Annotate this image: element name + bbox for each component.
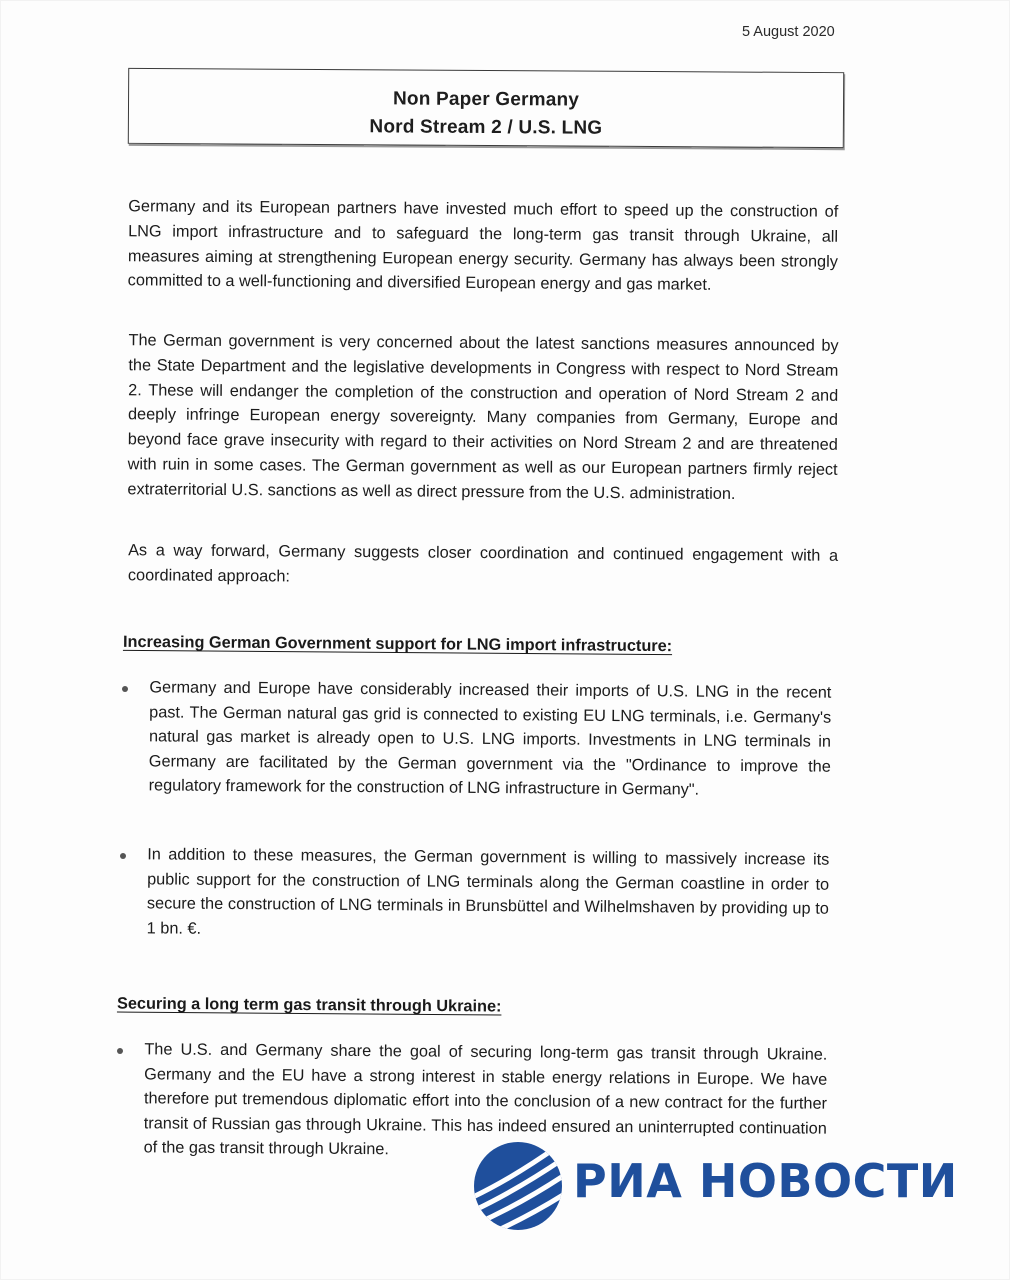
bullet-item-1: Germany and Europe have considerably increased their imports of U.S. LNG in the recent past. The German natural gas grid is connected to existing EU LNG terminals, i.e. Germany's natural gas market is already open to U.S. LNG imports. Investments in LNG terminals in Germany are facilitated by the German government via the "Ordinance to improve the regulatory framework for the construction of LNG infrastructure in Germany". <box>148 678 832 800</box>
paragraph-1: Germany and its European partners have invested much effort to speed up the construction of LNG import infrastructure and to safeguard the long-term gas transit through Ukraine, all measures aiming at strengthening European energy security. Germany has always been strongly committed to a well-functioning and diversified European energy and gas market. <box>127 197 839 295</box>
document-subtitle: Nord Stream 2 / U.S. LNG <box>369 116 603 139</box>
section-heading-ukraine: Securing a long term gas transit through Ukraine: <box>116 994 502 1016</box>
paragraph-2: The German government is very concerned about the latest sanctions measures announced by the State Department and the legislative developments in Congress with respect to Nord Stream 2. These will endanger the completion of the construction and operation of Nord Stream 2 and deeply infringe European energy sovereignty. Many companies from Germany, Europe and beyond face grave insecurity with regard to their activities on Nord Stream 2 and are threatened with ruin in some cases. The German government as well as our European partners firmly reject extraterritorial U.S. sanctions as well as direct pressure from the U.S. administration. <box>127 331 839 503</box>
paragraph-3: As a way forward, Germany suggests closer coordination and continued engagement with a coordinated approach: <box>127 541 839 586</box>
document-title: Non Paper Germany <box>392 88 580 111</box>
bullet-icon <box>120 853 126 859</box>
watermark-text: РИА НОВОСТИ <box>573 1154 958 1208</box>
bullet-item-3: The U.S. and Germany share the goal of securing long-term gas transit through Ukraine. Germany and the EU have a strong interest in stable energy relations in Europe. We have therefore put tremendous diplomatic effort into the conclusion of a new contract for the further transit of Russian gas through Ukraine. This has indeed ensured an uninterrupted continuation of the gas transit through Ukraine. <box>143 1040 828 1159</box>
bullet-icon <box>122 686 128 692</box>
section-heading-lng: Increasing German Government support for LNG import infrastructure: <box>122 632 673 656</box>
ria-novosti-watermark <box>472 1140 972 1240</box>
document-date: 5 August 2020 <box>742 24 835 40</box>
bullet-item-2: In addition to these measures, the German government is willing to massively increase its public support for the construction of LNG terminals along the German coastline in order to secure the construction of LNG terminals in Brunsbüttel and Wilhelmshaven by providing up to 1 bn. €. <box>146 845 830 938</box>
bullet-icon <box>117 1048 123 1054</box>
ria-novosti-globe-icon <box>472 1140 564 1232</box>
title-box <box>128 68 844 148</box>
